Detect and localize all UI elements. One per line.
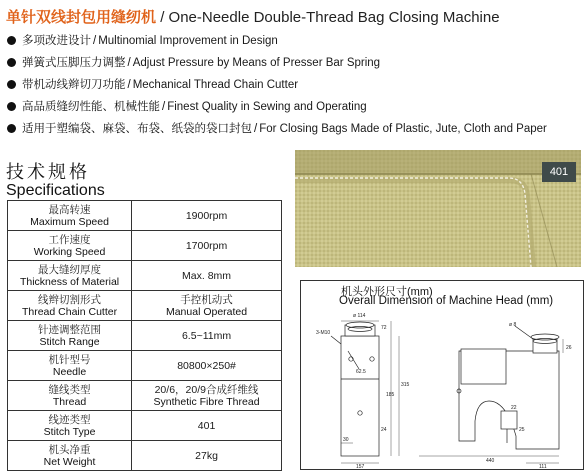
- dim-label-d111: 111: [539, 464, 547, 469]
- spec-key: [8, 321, 132, 351]
- table-row: [8, 261, 282, 291]
- spec-key-en: Thickness of Material: [19, 275, 120, 288]
- spec-value: 1700rpm: [132, 231, 282, 261]
- feature-cn: 适用于塑编袋、麻袋、布袋、纸袋的袋口封包: [22, 123, 252, 135]
- feature-en: Mechanical Thread Chain Cutter: [132, 79, 299, 91]
- machine-drawing: [301, 281, 583, 469]
- fabric-image: [295, 150, 581, 267]
- table-row: [8, 411, 282, 441]
- spec-value: [132, 381, 282, 411]
- spec-key: [8, 351, 132, 381]
- feature-list: [6, 34, 586, 144]
- dim-label-d22: 22: [511, 405, 517, 411]
- dim-label-m10: 3-M10: [316, 330, 331, 336]
- spec-value: 27kg: [132, 441, 282, 471]
- specifications-table: [7, 200, 282, 471]
- spec-key-en: Stitch Range: [39, 335, 100, 348]
- table-row: [8, 291, 282, 321]
- feature-item: [6, 56, 586, 78]
- bullet-icon: [7, 36, 16, 45]
- dim-label-d30: 30: [343, 437, 349, 443]
- dim-label-d157: 157: [356, 464, 365, 469]
- feature-separator: /: [127, 79, 131, 91]
- dim-label-d62: 62.5: [356, 369, 366, 375]
- spec-value: Max. 8mm: [132, 261, 282, 291]
- feature-item: [6, 122, 586, 144]
- table-row: [8, 441, 282, 471]
- spec-key-cn: 缝线类型: [48, 383, 91, 396]
- dim-label-d25: 25: [519, 427, 525, 433]
- feature-cn: 多项改进设计: [22, 35, 91, 47]
- spec-value: [132, 291, 282, 321]
- dim-label-d185: 185: [386, 392, 395, 398]
- specifications-heading-cn: 技术规格: [6, 162, 90, 182]
- bullet-icon: [7, 102, 16, 111]
- spec-key: [8, 201, 132, 231]
- spec-key: [8, 381, 132, 411]
- spec-key-cn: 针迹调整范围: [38, 323, 102, 336]
- dim-label-d440: 440: [486, 458, 495, 464]
- dim-label-d24: 24: [381, 427, 387, 433]
- spec-key-en: Maximum Speed: [30, 215, 109, 228]
- stitch-type-badge: 401: [542, 162, 576, 182]
- spec-key: [8, 441, 132, 471]
- spec-key: [8, 291, 132, 321]
- table-row: [8, 231, 282, 261]
- spec-key-cn: 最大缝纫厚度: [38, 263, 102, 276]
- specifications-heading: [6, 162, 105, 200]
- spec-key-cn: 线迹类型: [48, 413, 91, 426]
- feature-cn: 带机动线辫切刀功能: [22, 79, 126, 91]
- spec-key-cn: 最高转速: [48, 203, 91, 216]
- title-cn: 单针双线封包用缝纫机: [6, 9, 157, 26]
- stitch-sample-photo: [295, 150, 581, 267]
- spec-value-cn: 手控机动式: [180, 293, 233, 306]
- spec-key-en: Needle: [52, 365, 87, 378]
- page-title: [6, 6, 500, 27]
- feature-separator: /: [254, 123, 258, 135]
- spec-value: 6.5~11mm: [132, 321, 282, 351]
- spec-key: [8, 231, 132, 261]
- spec-key: [8, 261, 132, 291]
- table-row: [8, 321, 282, 351]
- spec-key-en: Stitch Type: [43, 425, 96, 438]
- table-row: [8, 381, 282, 411]
- feature-separator: /: [93, 35, 97, 47]
- spec-key-cn: 工作速度: [48, 233, 91, 246]
- spec-key-en: Net Weight: [43, 455, 96, 468]
- diagram-title-cn: 机头外形尺寸(mm): [341, 286, 433, 298]
- feature-item: [6, 100, 586, 122]
- feature-en: Finest Quality in Sewing and Operating: [167, 101, 367, 113]
- dim-label-d8: ø 8: [509, 322, 517, 328]
- bullet-icon: [7, 124, 16, 133]
- spec-key-cn: 线辫切割形式: [38, 293, 102, 306]
- spec-value: 401: [132, 411, 282, 441]
- table-row: [8, 351, 282, 381]
- spec-value-en: Synthetic Fibre Thread: [153, 395, 260, 408]
- title-separator: /: [160, 9, 165, 26]
- title-en: One-Needle Double-Thread Bag Closing Machine: [168, 9, 500, 26]
- bullet-icon: [7, 80, 16, 89]
- spec-value: 80800×250#: [132, 351, 282, 381]
- bullet-icon: [7, 58, 16, 67]
- spec-key-en: Thread Chain Cutter: [21, 305, 118, 318]
- side-view: [419, 326, 563, 463]
- table-row: [8, 201, 282, 231]
- feature-en: Adjust Pressure by Means of Presser Bar Spring: [132, 57, 381, 69]
- feature-item: [6, 78, 586, 100]
- dim-label-d26: 26: [566, 345, 572, 351]
- spec-value-cn: 20/6，20/9合成纤维线: [154, 383, 259, 396]
- dim-label-d72: 72: [381, 325, 387, 331]
- spec-value-en: Manual Operated: [165, 305, 248, 318]
- dimension-diagram: [300, 280, 584, 470]
- spec-key: [8, 411, 132, 441]
- dim-label-d114: ø 114: [353, 313, 366, 319]
- spec-key-en: Working Speed: [33, 245, 106, 258]
- feature-en: For Closing Bags Made of Plastic, Jute, Cloth and Paper: [259, 123, 547, 135]
- feature-item: [6, 34, 586, 56]
- diagram-title-en: Overall Dimension of Machine Head (mm): [339, 295, 554, 307]
- spec-key-cn: 机头净重: [48, 443, 91, 456]
- feature-separator: /: [127, 57, 131, 69]
- spec-key-en: Thread: [52, 395, 87, 408]
- spec-key-cn: 机针型号: [48, 353, 91, 366]
- feature-separator: /: [162, 101, 166, 113]
- feature-cn: 高品质缝纫性能、机械性能: [22, 101, 160, 113]
- specifications-heading-en: Specifications: [6, 182, 105, 199]
- spec-value: 1900rpm: [132, 201, 282, 231]
- feature-en: Multinomial Improvement in Design: [98, 35, 278, 47]
- dim-label-d315: 315: [401, 382, 410, 388]
- feature-cn: 弹簧式压脚压力调整: [22, 57, 126, 69]
